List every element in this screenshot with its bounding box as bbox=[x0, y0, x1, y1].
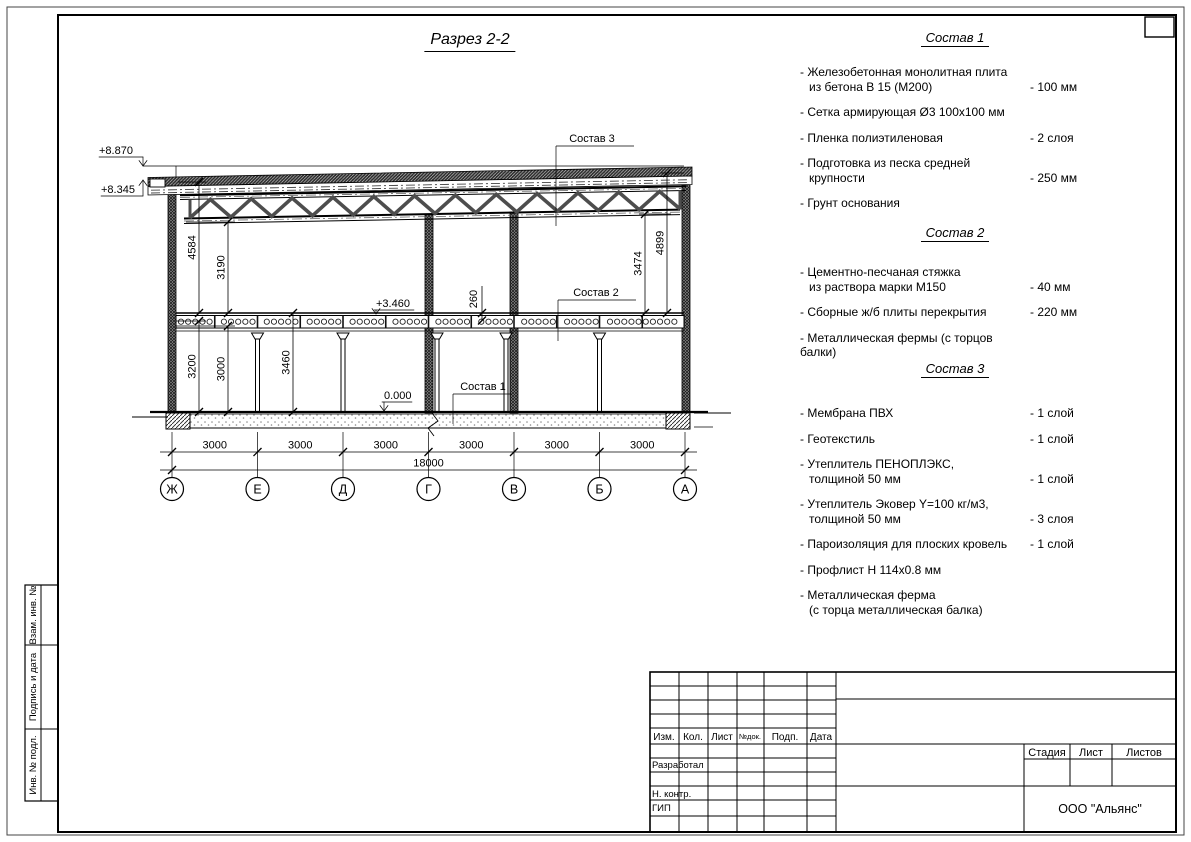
item-text: - Сборные ж/б плиты перекрытия bbox=[800, 305, 987, 319]
tb-role-razrabotal: Разработал bbox=[652, 760, 704, 771]
axis-bubble-4: Г bbox=[425, 482, 432, 497]
item-value: - 100 мм bbox=[1030, 79, 1078, 94]
item-text: - Сетка армирующая Ø3 100х100 мм bbox=[800, 105, 1005, 119]
elevation-floor2: +3.460 bbox=[376, 298, 410, 310]
tb-col-ndok: №док. bbox=[739, 732, 761, 741]
dim-upper-right-outer: 4899 bbox=[654, 230, 667, 256]
item-value: - 1 слой bbox=[1030, 537, 1074, 551]
dim-upper-left-outer: 4584 bbox=[186, 235, 199, 260]
dim-upper-right-inner: 3474 bbox=[632, 251, 645, 276]
dim-lower-left-outer: 3200 bbox=[186, 354, 199, 379]
composition-item bbox=[800, 406, 1110, 421]
total-dim: 18000 bbox=[413, 457, 444, 470]
item-text: - Пленка полиэтиленовая bbox=[800, 130, 943, 145]
item-value: - 250 мм bbox=[1030, 170, 1078, 185]
bay-dim: 3000 bbox=[544, 439, 569, 452]
composition-section-1 bbox=[800, 30, 1110, 222]
stamp-vzam-inv: Взам. инв. № bbox=[28, 585, 39, 645]
compositions-panel bbox=[800, 0, 1110, 842]
item-text: толщиной 50 мм bbox=[809, 471, 901, 486]
side-stamp bbox=[25, 585, 58, 801]
item-text: - Грунт основания bbox=[800, 196, 900, 210]
item-text: из раствора марки М150 bbox=[809, 279, 946, 294]
wall-axis-a bbox=[682, 171, 690, 413]
callout-sostav1: Состав 1 bbox=[460, 381, 506, 393]
bay-dim: 3000 bbox=[373, 439, 398, 452]
composition-section-3 bbox=[800, 361, 1110, 628]
composition-title-3: Состав 3 bbox=[921, 361, 990, 378]
stamp-podpis-data: Подпись и дата bbox=[28, 652, 39, 722]
composition-title-1: Состав 1 bbox=[921, 30, 990, 47]
composition-item bbox=[800, 563, 1110, 578]
composition-item bbox=[800, 305, 1110, 320]
item-text: крупности bbox=[809, 170, 865, 185]
drawing-title: Разрез 2-2 bbox=[424, 31, 515, 52]
floor2-slab bbox=[176, 313, 684, 331]
composition-item bbox=[800, 65, 1110, 94]
dim-first-floor-height: 3460 bbox=[280, 350, 293, 375]
tb-col-list: Лист bbox=[711, 732, 733, 743]
item-text: - Металлическая ферма bbox=[800, 588, 936, 602]
foundation bbox=[132, 412, 731, 436]
callout-sostav2: Состав 2 bbox=[573, 287, 619, 299]
tb-list: Лист bbox=[1079, 747, 1103, 759]
bay-dim: 3000 bbox=[202, 439, 227, 452]
composition-item bbox=[800, 588, 1110, 617]
bottom-dims bbox=[160, 432, 697, 501]
elevation-zero: 0.000 bbox=[384, 390, 412, 402]
composition-item bbox=[800, 196, 1110, 211]
item-value: - 1 слой bbox=[1030, 406, 1074, 420]
elevation-eave: +8.345 bbox=[101, 184, 135, 196]
item-text: - Профлист Н 114х0.8 мм bbox=[800, 562, 942, 577]
bay-dim: 3000 bbox=[630, 439, 655, 452]
composition-item bbox=[800, 432, 1110, 447]
tb-col-data: Дата bbox=[809, 732, 833, 743]
bay-dim: 3000 bbox=[288, 439, 313, 452]
composition-title-2: Состав 2 bbox=[921, 225, 990, 242]
dim-upper-left-inner: 3190 bbox=[215, 255, 228, 280]
composition-item bbox=[800, 497, 1110, 526]
callout-sostav3: Состав 3 bbox=[569, 133, 615, 145]
composition-section-2 bbox=[800, 225, 1110, 371]
composition-item bbox=[800, 457, 1110, 486]
tb-stage: Стадия bbox=[1028, 747, 1066, 759]
tb-listov: Листов bbox=[1126, 747, 1162, 759]
tb-col-kol: Кол. bbox=[683, 732, 703, 743]
axis-bubble-6: Б bbox=[595, 482, 604, 497]
footing-left bbox=[166, 413, 190, 429]
item-text: - Подготовка из песка средней bbox=[800, 156, 971, 170]
item-text: из бетона В 15 (М200) bbox=[809, 79, 933, 94]
corner-box bbox=[1145, 17, 1174, 37]
item-text: - Геотекстиль bbox=[800, 431, 875, 446]
roof-bearing-detail bbox=[150, 179, 165, 187]
item-text: (с торца металлическая балка) bbox=[809, 602, 983, 617]
wall-axis-zh bbox=[168, 192, 176, 413]
item-value: - 2 слоя bbox=[1030, 130, 1074, 145]
dim-slab-thickness: 260 bbox=[468, 289, 480, 309]
item-value: - 220 мм bbox=[1030, 305, 1078, 319]
stamp-inv-podl: Инв. № подл. bbox=[28, 735, 39, 795]
item-text: - Железобетонная монолитная плита bbox=[800, 65, 1008, 79]
tb-role-nkontr: Н. контр. bbox=[652, 789, 692, 800]
composition-item bbox=[800, 131, 1110, 146]
composition-item bbox=[800, 265, 1110, 294]
item-text: - Утеплитель ПЕНОПЛЭКС, bbox=[800, 457, 955, 471]
item-text: - Мембрана ПВХ bbox=[800, 406, 894, 420]
item-text: - Утеплитель Эковер Y=100 кг/м3, bbox=[800, 497, 989, 511]
item-value: - 3 слоя bbox=[1030, 511, 1074, 526]
composition-item bbox=[800, 156, 1110, 185]
axis-bubble-5: В bbox=[509, 482, 519, 497]
tb-col-izm: Изм. bbox=[653, 732, 675, 743]
axis-bubble-7: А bbox=[680, 482, 690, 497]
dim-lower-left-inner: 3000 bbox=[215, 356, 228, 382]
composition-item bbox=[800, 331, 1110, 360]
axis-bubble-1: Ж bbox=[166, 482, 178, 497]
item-text: толщиной 50 мм bbox=[809, 511, 901, 526]
composition-item bbox=[800, 105, 1110, 120]
tb-col-podp: Подп. bbox=[771, 732, 799, 743]
item-value: - 40 мм bbox=[1030, 279, 1071, 294]
axis-bubble-2: Е bbox=[253, 482, 262, 497]
axis-bubble-3: Д bbox=[338, 482, 348, 497]
item-value: - 1 слой bbox=[1030, 471, 1074, 486]
tb-role-gip: ГИП bbox=[652, 803, 671, 814]
composition-item bbox=[800, 537, 1110, 552]
section-drawing bbox=[99, 133, 731, 501]
item-value: - 1 слой bbox=[1030, 431, 1074, 446]
item-text: - Цементно-песчаная стяжка bbox=[800, 265, 961, 279]
bay-dim: 3000 bbox=[459, 439, 484, 452]
footing-right bbox=[666, 413, 690, 429]
item-text: - Металлическая фермы (с торцов балки) bbox=[800, 330, 993, 359]
elevation-top: +8.870 bbox=[99, 145, 133, 157]
tb-company: ООО "Альянс" bbox=[1058, 802, 1142, 816]
item-text: - Пароизоляция для плоских кровель bbox=[800, 537, 1008, 551]
